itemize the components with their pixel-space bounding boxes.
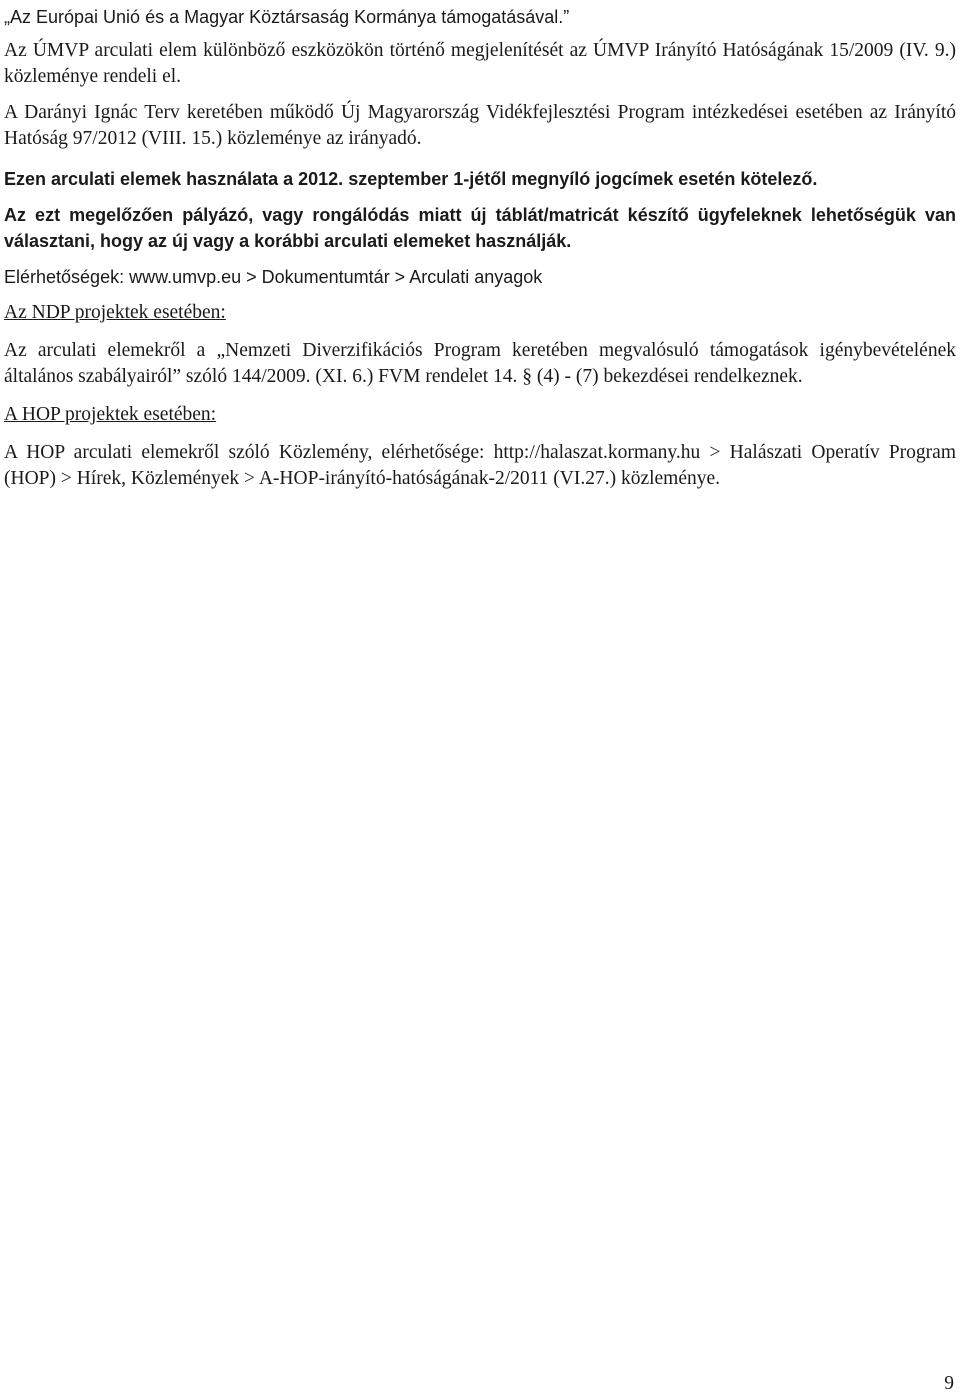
heading-ndp: Az NDP projektek esetében: [4, 302, 226, 323]
paragraph-choice-notice: Az ezt megelőzően pályázó, vagy rongálódás miatt új táblát/matricát készítő ügyfeleknek lehetőségük van választani, hogy az új vagy a korábbi arculati elemeket használják. [4, 205, 956, 251]
paragraph-mandatory-notice: Ezen arculati elemek használata a 2012. szeptember 1-jétől megnyíló jogcímek esetén kötelező. [4, 169, 818, 189]
eu-support-line: „Az Európai Unió és a Magyar Köztársaság Kormánya támogatásával.” [4, 7, 570, 27]
document-page [4, 0, 956, 492]
page-number: 9 [944, 1373, 954, 1394]
heading-hop: A HOP projektek esetében: [4, 404, 217, 425]
contact-line: Elérhetőségek: www.umvp.eu > Dokumentumtár > Arculati anyagok [4, 267, 543, 287]
paragraph-ndp: Az arculati elemekről a „Nemzeti Diverzifikációs Program keretében megvalósuló támogatások igénybevételének általános szabályairól” szóló 144/2009. (XI. 6.) FVM rendelet 14. § (4) - (7) bekezdései rendelkeznek. [4, 340, 956, 387]
paragraph-daranyi: A Darányi Ignác Terv keretében működő Új Magyarország Vidékfejlesztési Program intézkedései esetében az Irányító Hatóság 97/2012 (VIII. 15.) közleménye az irányadó. [4, 102, 956, 149]
paragraph-hop: A HOP arculati elemekről szóló Közlemény, elérhetősége: http://halaszat.kormany.hu > Halászati Operatív Program (HOP) > Hírek, Közlemények > A-HOP-irányító-hatóságának-2/2011 (VI.27.) közleménye. [4, 442, 956, 489]
paragraph-umvp: Az ÚMVP arculati elem különböző eszközökön történő megjelenítését az ÚMVP Irányító Hatóságának 15/2009 (IV. 9.) közleménye rendeli el. [4, 40, 956, 87]
